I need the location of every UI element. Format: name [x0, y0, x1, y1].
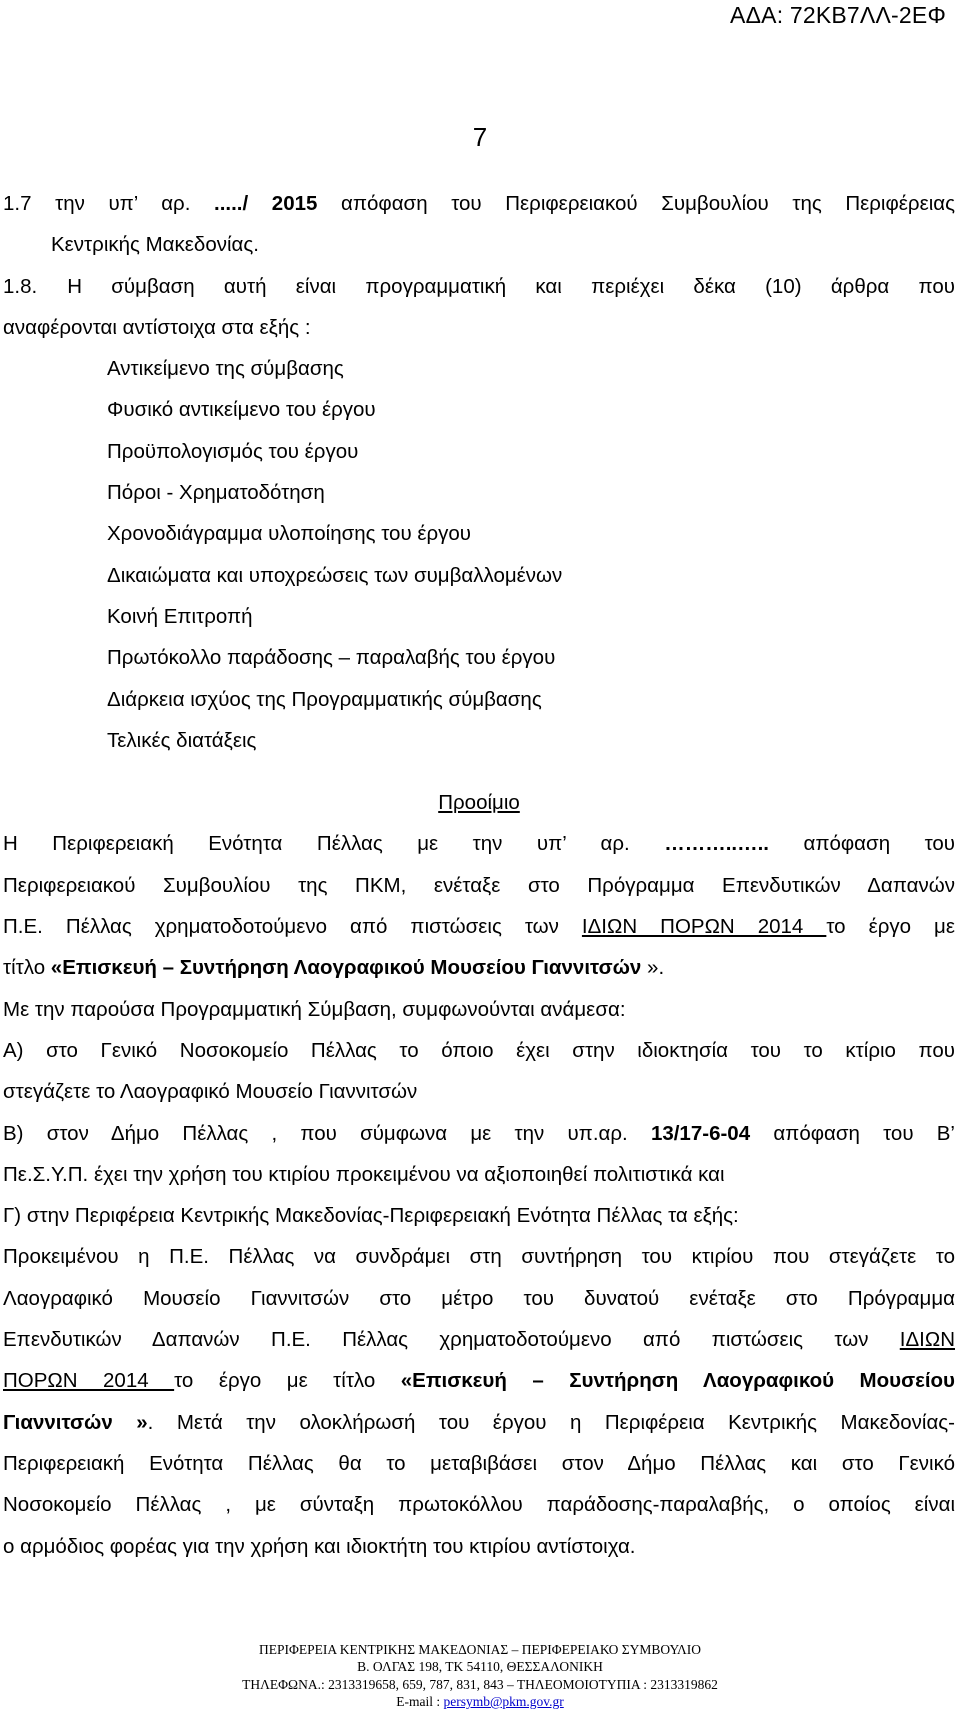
funding-source: ΙΔΙΩΝ ΠΟΡΩΝ 2014	[581, 915, 827, 939]
page-footer	[0, 1641, 960, 1710]
list-item: Δικαιώματα και υποχρεώσεις των συμβαλλομένων	[107, 563, 563, 587]
prooimio-p3-line8: ο αρμόδιος φορέας για την χρήση και ιδιοκτήτη του κτιρίου αντίστοιχα.	[3, 1534, 636, 1558]
para-1-7-text: 1.7 την υπ’ αρ.	[3, 192, 215, 215]
text: ».	[641, 956, 665, 980]
party-c: Γ) στην Περιφέρεια Κεντρικής Μακεδονίας-Περιφερειακή Ενότητα Πέλλας τα εξής:	[3, 1204, 739, 1228]
prooimio-p3-line2: Λαογραφικό Μουσείο Γιαννιτσών στο μέτρο του δυνατού ενέταξε στο Πρόγραμμα	[3, 1286, 955, 1310]
text: το έργο με τίτλο	[174, 1369, 401, 1393]
decision-placeholder: ………..…..	[664, 832, 770, 856]
footer-phones: ΤΗΛΕΦΩΝΑ.: 2313319658, 659, 787, 831, 843 – ΤΗΛΕΟΜΟΙΟΤΥΠΙΑ : 2313319862	[242, 1676, 718, 1692]
text: απόφαση του	[769, 832, 955, 856]
party-a-line1: Α) στο Γενικό Νοσοκομείο Πέλλας το όποιο έχει στην ιδιοκτησία του το κτίριο που	[3, 1038, 955, 1062]
prooimio-p3-line7: Νοσοκομείο Πέλλας , με σύνταξη πρωτοκόλλου παράδοσης-παραλαβής, ο οποίος είναι	[3, 1493, 955, 1517]
articles-list	[3, 348, 955, 761]
list-item: Φυσικό αντικείμενο του έργου	[107, 398, 376, 422]
project-title: Γιαννιτσών »	[3, 1410, 148, 1434]
section-title-prooimio: Προοίμιο	[438, 791, 520, 815]
text: απόφαση του Β’	[750, 1121, 955, 1145]
para-1-8-line1	[3, 266, 955, 307]
list-item: Αντικείμενο της σύμβασης	[107, 357, 344, 381]
prooimio-p1-line1	[3, 823, 955, 864]
text: τίτλο	[3, 956, 51, 980]
text: Επενδυτικών Δαπανών Π.Ε. Πέλλας χρηματοδοτούμενο από πιστώσεις των	[3, 1328, 900, 1352]
decision-number: ...../ 2015	[214, 192, 318, 215]
footer-address: Β. ΟΛΓΑΣ 198, ΤΚ 54110, ΘΕΣΣΑΛΟΝΙΚΗ	[357, 1659, 603, 1675]
list-item: Διάρκεια ισχύος της Προγραμματικής σύμβασης	[107, 687, 542, 711]
prooimio-p3-line3	[3, 1319, 955, 1360]
text: Β) στον Δήμο Πέλλας , που σύμφωνα με την υπ.αρ.	[3, 1121, 651, 1145]
party-b-line1	[3, 1113, 955, 1154]
list-item: Προϋπολογισμός του έργου	[107, 439, 359, 463]
prooimio-p3-line5	[3, 1402, 955, 1443]
project-title: «Επισκευή – Συντήρηση Λαογραφικού Μουσείου Γιαννιτσών	[50, 956, 642, 980]
list-item: Κοινή Επιτροπή	[107, 604, 253, 628]
funding-source: ΙΔΙΩΝ	[899, 1328, 955, 1352]
para-1-8-line2: αναφέρονται αντίστοιχα στα εξής :	[3, 315, 311, 339]
email-link[interactable]: persymb@pkm.gov.gr	[443, 1693, 564, 1709]
document-body	[3, 183, 955, 1567]
prooimio-p1-line2: Περιφερειακού Συμβουλίου της ΠΚΜ, ενέταξε στο Πρόγραμμα Επενδυτικών Δαπανών	[3, 873, 955, 897]
page-number: 7	[472, 122, 488, 152]
list-item: Πόροι - Χρηματοδότηση	[107, 481, 325, 505]
funding-source: ΠΟΡΩΝ 2014	[3, 1369, 175, 1393]
ada-code: ΑΔΑ: 72ΚΒ7ΛΛ-2ΕΦ	[730, 2, 946, 28]
party-b-line2: Πε.Σ.Υ.Π. έχει την χρήση του κτιρίου προκειμένου να αξιοποιηθεί πολιτιστικά και	[3, 1162, 725, 1186]
prooimio-p1-line3	[3, 906, 955, 947]
footer-email-label: E-mail :	[396, 1693, 444, 1709]
para-1-7-line2: Κεντρικής Μακεδονίας.	[51, 233, 259, 257]
prooimio-p1-line4	[3, 947, 955, 988]
text: Π.Ε. Πέλλας χρηματοδοτούμενο από πιστώσεις των	[3, 915, 582, 939]
prooimio-p3-line1: Προκειμένου η Π.Ε. Πέλλας να συνδράμει στη συντήρηση του κτιρίου που στεγάζετε το	[3, 1245, 955, 1269]
party-a-line2: στεγάζετε το Λαογραφικό Μουσείο Γιαννιτσών	[3, 1080, 418, 1104]
text: Η Περιφερειακή Ενότητα Πέλλας με την υπ’ αρ.	[3, 832, 665, 856]
prooimio-p3-line4	[3, 1360, 955, 1401]
text: . Μετά την ολοκλήρωσή του έργου η Περιφέρεια Κεντρικής Μακεδονίας-	[147, 1410, 956, 1434]
footer-email-line	[0, 1693, 960, 1710]
list-item: Τελικές διατάξεις	[107, 728, 257, 752]
para-1-8-number: 1.8.	[3, 274, 38, 298]
list-item: Πρωτόκολλο παράδοσης – παραλαβής του έργου	[107, 646, 556, 670]
project-title: «Επισκευή – Συντήρηση Λαογραφικού Μουσείου	[400, 1369, 955, 1393]
para-1-8-text: Η σύμβαση αυτή είναι προγραμματική και περιέχει δέκα (10) άρθρα που	[67, 274, 955, 298]
para-1-7-line1	[3, 183, 955, 224]
decision-ref: 13/17-6-04	[650, 1121, 751, 1145]
footer-org: ΠΕΡΙΦΕΡΕΙΑ ΚΕΝΤΡΙΚΗΣ ΜΑΚΕΔΟΝΙΑΣ – ΠΕΡΙΦΕΡΕΙΑΚΟ ΣΥΜΒΟΥΛΙΟ	[258, 1642, 702, 1657]
para-1-7-text-2: απόφαση του Περιφερειακού Συμβουλίου της Περιφέρειας	[317, 192, 956, 215]
prooimio-p2: Με την παρούσα Προγραμματική Σύμβαση, συμφωνούνται ανάμεσα:	[3, 997, 626, 1021]
prooimio-p3-line6: Περιφερειακή Ενότητα Πέλλας θα το μεταβιβάσει στον Δήμο Πέλλας και στο Γενικό	[3, 1451, 955, 1475]
text: το έργο με	[826, 915, 955, 939]
list-item: Χρονοδιάγραμμα υλοποίησης του έργου	[107, 522, 472, 546]
